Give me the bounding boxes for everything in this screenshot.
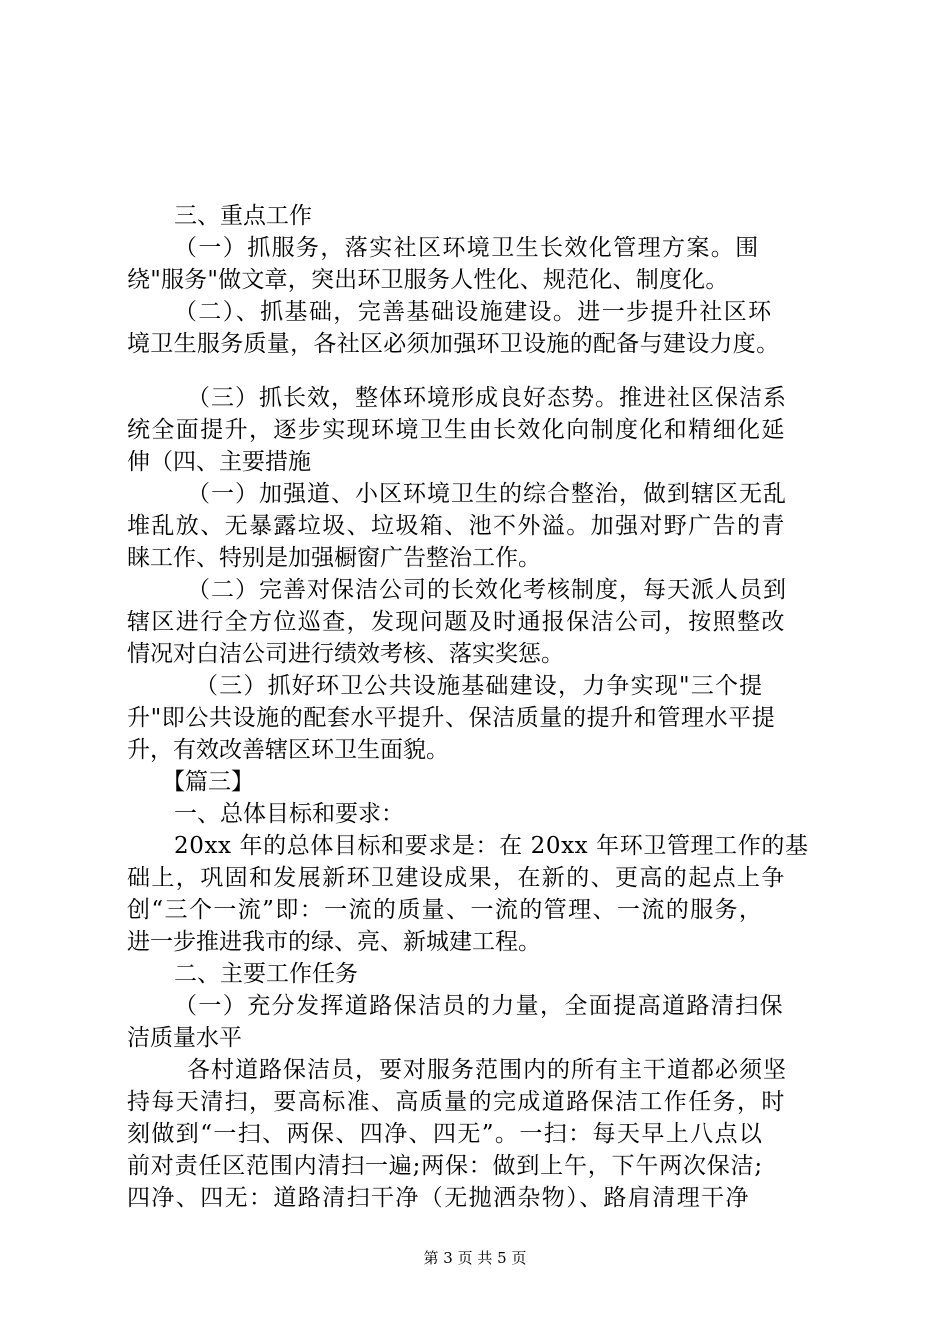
- paragraph-line: 刻做到“一扫、两保、四净、四无”。一扫：每天早上八点以: [127, 1121, 764, 1147]
- paragraph-line: （三）抓长效，整体环境形成良好态势。推进社区保洁系: [187, 385, 787, 411]
- paragraph-line: 绕"服务"做文章，突出环卫服务人性化、规范化、制度化。: [127, 267, 729, 293]
- section-heading: 三、重点工作: [174, 203, 312, 229]
- paragraph-line: 四净、四无：道路清扫干净（无抛洒杂物）、路肩清理干净: [127, 1185, 750, 1211]
- paragraph-gap: [127, 360, 835, 382]
- paragraph-line: 伸（四、主要措施: [127, 449, 311, 475]
- paragraph-line: 情况对白洁公司进行绩效考核、落实奖惩。: [127, 641, 564, 667]
- paragraph-line: 创“三个一流”即：一流的质量、一流的管理、一流的服务，: [127, 897, 764, 923]
- section-heading: 二、主要工作任务: [174, 961, 358, 987]
- page-number-label: 第 3 页 共 5 页: [423, 1249, 527, 1267]
- paragraph-line: 前对责任区范围内清扫一遍;两保：做到上午，下午两次保洁;: [127, 1153, 763, 1179]
- section-heading: 一、总体目标和要求：: [174, 801, 404, 827]
- paragraph-line: 洁质量水平: [127, 1025, 242, 1051]
- paragraph-line: 础上，巩固和发展新环卫建设成果，在新的、更高的起点上争: [127, 865, 786, 891]
- paragraph-line: 睐工作、特别是加强橱窗广告整治工作。: [127, 545, 541, 571]
- paragraph-line: （二）完善对保洁公司的长效化考核制度，每天派人员到: [187, 577, 787, 603]
- paragraph-line: （二）、抓基础，完善基础设施建设。进一步提升社区环: [174, 299, 773, 325]
- paragraph-line: （三）抓好环卫公共设施基础建设，力争实现"三个提: [195, 673, 764, 699]
- paragraph-line: （一）抓服务，落实社区环境卫生长效化管理方案。围: [174, 235, 760, 261]
- paragraph-line: 进一步推进我市的绿、亮、新城建工程。: [127, 929, 541, 955]
- paragraph-line: （一）充分发挥道路保洁员的力量，全面提高道路清扫保: [174, 993, 784, 1019]
- paragraph-line: 辖区进行全方位巡查，发现问题及时通报保洁公司，按照整改: [127, 609, 786, 635]
- page-footer: [0, 1248, 950, 1268]
- paragraph-line: 升，有效改善辖区环卫生面貌。: [127, 737, 449, 763]
- paragraph-line: 各村道路保洁员，要对服务范围内的所有主干道都必须坚: [187, 1057, 787, 1083]
- paragraph-line: 统全面提升，逐步实现环境卫生由长效化向制度化和精细化延: [127, 417, 786, 443]
- document-body: [127, 200, 835, 1214]
- paragraph-line: 升"即公共设施的配套水平提升、保洁质量的提升和管理水平提: [127, 705, 776, 731]
- paragraph-line: 持每天清扫，要高标准、高质量的完成道路保洁工作任务，时: [127, 1089, 786, 1115]
- section-heading: 【篇三】: [162, 769, 254, 795]
- paragraph-line: （一）加强道、小区环境卫生的综合整治，做到辖区无乱: [187, 481, 787, 507]
- paragraph-line: 境卫生服务质量，各社区必须加强环卫设施的配备与建设力度。: [127, 331, 780, 357]
- paragraph-line: 堆乱放、无暴露垃圾、垃圾箱、池不外溢。加强对野广告的青: [127, 513, 786, 539]
- paragraph-line: 20xx 年的总体目标和要求是：在 20xx 年环卫管理工作的基: [174, 833, 809, 859]
